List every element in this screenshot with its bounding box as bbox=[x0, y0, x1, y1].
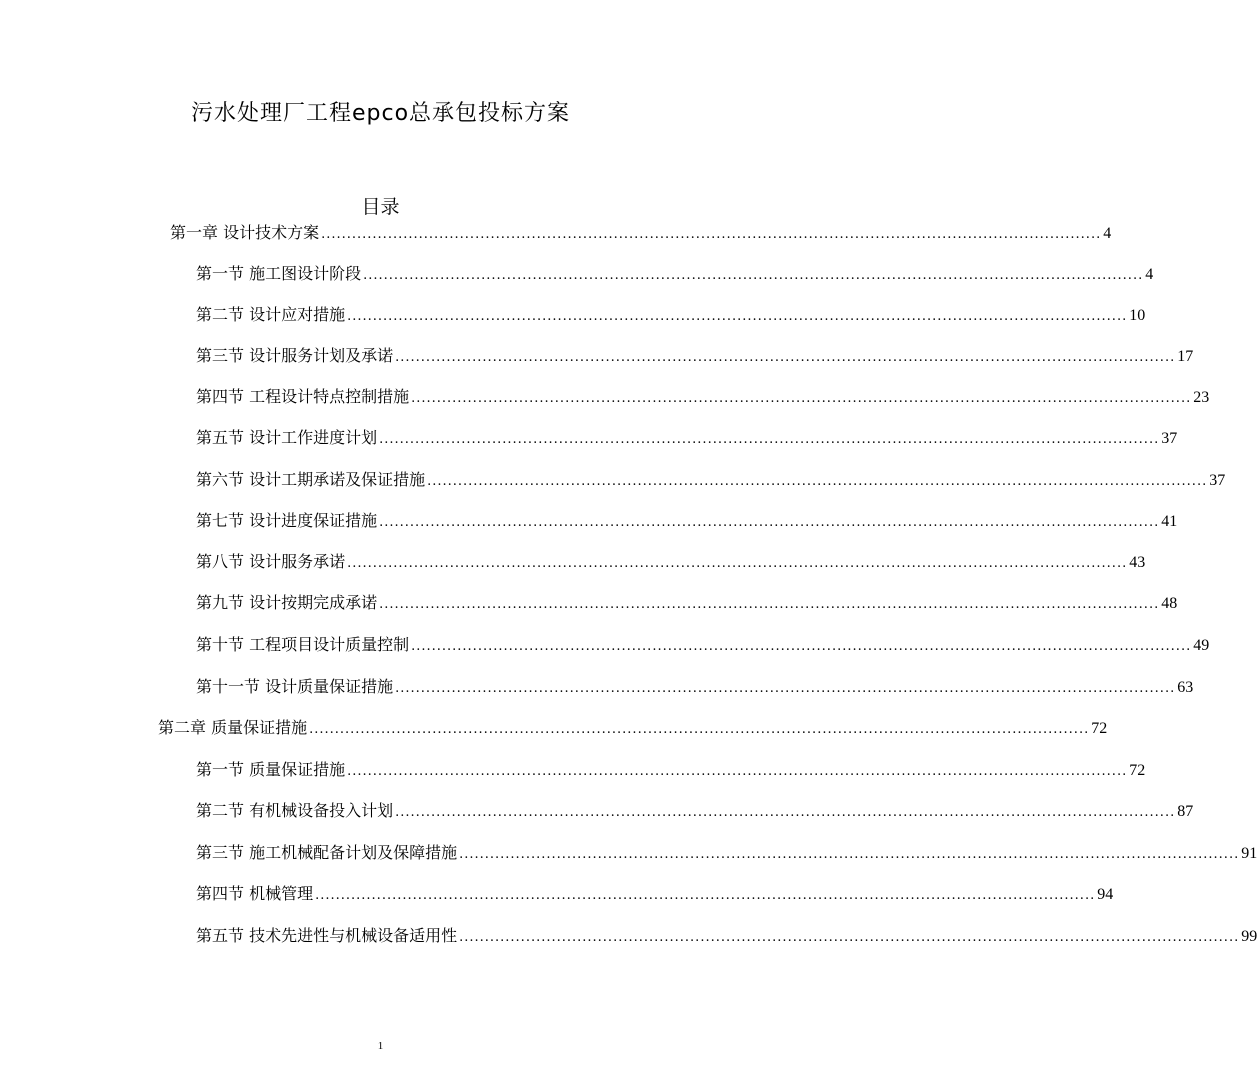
toc-leader-dots: ........................................................................................................................................................ bbox=[395, 681, 1176, 696]
toc-section[interactable] bbox=[196, 634, 1210, 656]
toc-leader-dots: ........................................................................................................................................................ bbox=[379, 515, 1160, 530]
toc-entry-text: 第十节 工程项目设计质量控制 bbox=[196, 635, 410, 654]
toc-entry-text: 第五节 技术先进性与机械设备适用性 bbox=[196, 926, 458, 945]
toc-entry-text: 第三节 施工机械配备计划及保障措施 bbox=[196, 843, 458, 862]
toc-leader-dots: ........................................................................................................................................................ bbox=[459, 847, 1240, 862]
toc-entry-text: 第一节 施工图设计阶段 bbox=[196, 264, 362, 283]
toc-page-number: 4 bbox=[1145, 266, 1154, 283]
toc-entry-text: 第四节 工程设计特点控制措施 bbox=[196, 387, 410, 406]
toc-section[interactable] bbox=[196, 386, 1210, 408]
toc-chapter[interactable] bbox=[170, 222, 1112, 244]
toc-chapter[interactable] bbox=[158, 717, 1108, 739]
toc-leader-dots: ........................................................................................................................................................ bbox=[309, 722, 1090, 737]
toc-page-number: 87 bbox=[1177, 803, 1194, 820]
toc-page-number: 72 bbox=[1091, 720, 1108, 737]
toc-heading: 目录 bbox=[361, 196, 400, 218]
toc-leader-dots: ........................................................................................................................................................ bbox=[363, 268, 1144, 283]
toc-leader-dots: ........................................................................................................................................................ bbox=[411, 391, 1192, 406]
toc-entry-text: 第八节 设计服务承诺 bbox=[196, 552, 346, 571]
document-title: 污水处理厂工程epco总承包投标方案 bbox=[190, 101, 571, 126]
toc-section[interactable] bbox=[196, 676, 1194, 698]
toc-leader-dots: ........................................................................................................................................................ bbox=[347, 309, 1128, 324]
toc-leader-dots: ........................................................................................................................................................ bbox=[395, 350, 1176, 365]
toc-entry-text: 第一节 质量保证措施 bbox=[196, 760, 346, 779]
page-number: 1 bbox=[377, 1040, 384, 1052]
toc-section[interactable] bbox=[196, 925, 1257, 947]
toc-page-number: 49 bbox=[1193, 637, 1210, 654]
toc-leader-dots: ........................................................................................................................................................ bbox=[411, 639, 1192, 654]
toc-entry-text: 第十一节 设计质量保证措施 bbox=[196, 677, 394, 696]
toc-entry-text: 第二节 设计应对措施 bbox=[196, 305, 346, 324]
toc-leader-dots: ........................................................................................................................................................ bbox=[427, 474, 1208, 489]
toc-page-number: 48 bbox=[1161, 595, 1178, 612]
toc-page-number: 4 bbox=[1103, 225, 1112, 242]
toc-page-number: 99 bbox=[1241, 928, 1257, 945]
toc-leader-dots: ........................................................................................................................................................ bbox=[347, 556, 1128, 571]
toc-entry-text: 第五节 设计工作进度计划 bbox=[196, 428, 378, 447]
toc-leader-dots: ........................................................................................................................................................ bbox=[459, 930, 1240, 945]
toc-page-number: 17 bbox=[1177, 348, 1194, 365]
toc-section[interactable] bbox=[196, 427, 1178, 449]
toc-section[interactable] bbox=[196, 883, 1114, 905]
toc-page-number: 43 bbox=[1129, 554, 1146, 571]
toc-page-number: 10 bbox=[1129, 307, 1146, 324]
toc-section[interactable] bbox=[196, 759, 1146, 781]
toc-entry-text: 第六节 设计工期承诺及保证措施 bbox=[196, 470, 426, 489]
toc-page-number: 94 bbox=[1097, 886, 1114, 903]
toc-section[interactable] bbox=[196, 510, 1178, 532]
toc-leader-dots: ........................................................................................................................................................ bbox=[315, 888, 1096, 903]
toc-entry-text: 第二节 有机械设备投入计划 bbox=[196, 801, 394, 820]
toc-entry-text: 第九节 设计按期完成承诺 bbox=[196, 593, 378, 612]
toc-entry-text: 第一章 设计技术方案 bbox=[170, 223, 320, 242]
toc-entry-text: 第三节 设计服务计划及承诺 bbox=[196, 346, 394, 365]
toc-leader-dots: ........................................................................................................................................................ bbox=[395, 805, 1176, 820]
toc-section[interactable] bbox=[196, 592, 1178, 614]
toc-page-number: 63 bbox=[1177, 679, 1194, 696]
toc-section[interactable] bbox=[196, 551, 1146, 573]
toc-page-number: 37 bbox=[1209, 472, 1226, 489]
toc-section[interactable] bbox=[196, 842, 1257, 864]
toc-page-number: 37 bbox=[1161, 430, 1178, 447]
toc-page-number: 41 bbox=[1161, 513, 1178, 530]
toc-section[interactable] bbox=[196, 345, 1194, 367]
toc-page-number: 91 bbox=[1241, 845, 1257, 862]
toc-section[interactable] bbox=[196, 304, 1146, 326]
toc-page-number: 23 bbox=[1193, 389, 1210, 406]
toc-entry-text: 第四节 机械管理 bbox=[196, 884, 314, 903]
toc-section[interactable] bbox=[196, 469, 1226, 491]
toc-leader-dots: ........................................................................................................................................................ bbox=[379, 432, 1160, 447]
toc-entry-text: 第七节 设计进度保证措施 bbox=[196, 511, 378, 530]
toc-section[interactable] bbox=[196, 263, 1154, 285]
toc-leader-dots: ........................................................................................................................................................ bbox=[347, 764, 1128, 779]
toc-section[interactable] bbox=[196, 800, 1194, 822]
toc-entry-text: 第二章 质量保证措施 bbox=[158, 718, 308, 737]
toc-leader-dots: ........................................................................................................................................................ bbox=[379, 597, 1160, 612]
toc-leader-dots: ........................................................................................................................................................ bbox=[321, 227, 1102, 242]
toc-page-number: 72 bbox=[1129, 762, 1146, 779]
